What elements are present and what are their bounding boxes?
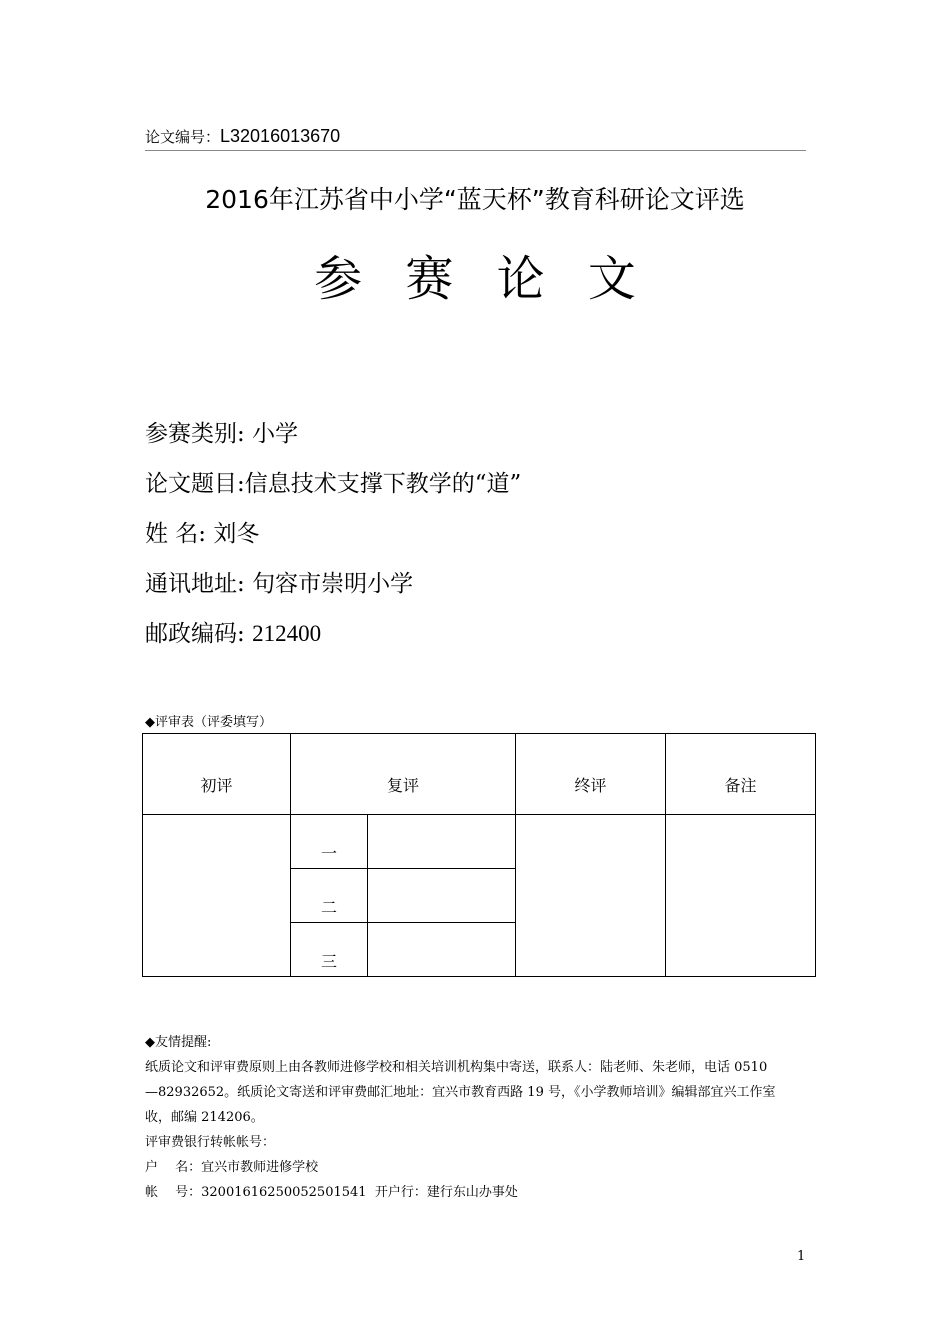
header-remarks: 备注 bbox=[666, 734, 816, 815]
document-subtitle bbox=[0, 240, 950, 309]
header-final-review: 终评 bbox=[516, 734, 666, 815]
account-name-line bbox=[145, 1155, 807, 1180]
page-number: 1 bbox=[797, 1249, 806, 1264]
field-name bbox=[145, 512, 521, 562]
account-number: 32001616250052501541 bbox=[201, 1185, 367, 1200]
bank-heading: 评审费银行转帐帐号： bbox=[145, 1135, 276, 1150]
field-value: 212400 bbox=[252, 621, 322, 646]
bank-label: 开户行： bbox=[374, 1185, 427, 1200]
second-review-round-1: 一 bbox=[291, 815, 368, 869]
account-name-label: 户 名： bbox=[145, 1160, 202, 1175]
bank-name: 建行东山办事处 bbox=[426, 1185, 518, 1200]
field-address bbox=[145, 562, 521, 612]
notes-paragraph: —82932652。纸质论文寄送和评审费邮汇地址：宜兴市教育西路 19 号，《小学教师培训》编辑部宜兴工作室 bbox=[145, 1085, 776, 1100]
remarks-cell bbox=[666, 815, 816, 977]
notes-heading: ◆友情提醒: bbox=[145, 1035, 212, 1050]
final-review-cell bbox=[516, 815, 666, 977]
field-value: 刘冬 bbox=[213, 521, 260, 547]
second-review-score-2 bbox=[368, 869, 516, 923]
paper-number-header bbox=[145, 126, 806, 151]
notes-paragraph: 收，邮编 214206。 bbox=[145, 1110, 264, 1125]
field-value: 小学 bbox=[252, 421, 299, 447]
second-review-score-3 bbox=[368, 923, 516, 977]
subtitle-char: 赛 bbox=[405, 251, 454, 307]
review-table bbox=[142, 733, 816, 977]
paper-number-label: 论文编号： bbox=[145, 128, 221, 146]
review-table-header-row bbox=[143, 734, 816, 815]
second-review-round-2: 二 bbox=[291, 869, 368, 923]
account-name: 宜兴市教师进修学校 bbox=[201, 1160, 319, 1175]
second-review-round-3: 三 bbox=[291, 923, 368, 977]
notes-paragraph: 纸质论文和评审费原则上由各教师进修学校和相关培训机构集中寄送，联系人：陆老师、朱老师，电话 0510 bbox=[145, 1060, 768, 1075]
field-label: 姓 名: bbox=[145, 521, 214, 547]
field-label: 邮政编码: bbox=[145, 621, 253, 647]
second-review-score-1 bbox=[368, 815, 516, 869]
field-label: 参赛类别: bbox=[145, 421, 253, 447]
review-table-caption: ◆评审表（评委填写） bbox=[145, 715, 272, 730]
initial-review-cell bbox=[143, 815, 291, 977]
subtitle-char: 文 bbox=[587, 251, 636, 307]
field-label: 论文题目: bbox=[145, 471, 245, 497]
account-number-label: 帐 号： bbox=[145, 1185, 202, 1200]
document-title: 2016年江苏省中小学“蓝天杯”教育科研论文评选 bbox=[205, 185, 745, 214]
field-label: 通讯地址: bbox=[145, 571, 253, 597]
table-row bbox=[143, 815, 816, 869]
header-initial-review: 初评 bbox=[143, 734, 291, 815]
subtitle-char: 论 bbox=[496, 251, 545, 307]
header-second-review: 复评 bbox=[291, 734, 516, 815]
subtitle-char: 参 bbox=[314, 251, 363, 307]
field-category bbox=[145, 412, 521, 462]
paper-number-value: L32016013670 bbox=[220, 126, 341, 146]
field-value: 信息技术支撑下教学的“道” bbox=[244, 471, 522, 497]
field-topic bbox=[145, 462, 521, 512]
reminder-notes bbox=[145, 1030, 807, 1205]
field-value: 句容市崇明小学 bbox=[252, 571, 414, 597]
entry-info bbox=[145, 412, 521, 662]
account-number-line bbox=[145, 1180, 807, 1205]
field-postcode bbox=[145, 612, 521, 662]
